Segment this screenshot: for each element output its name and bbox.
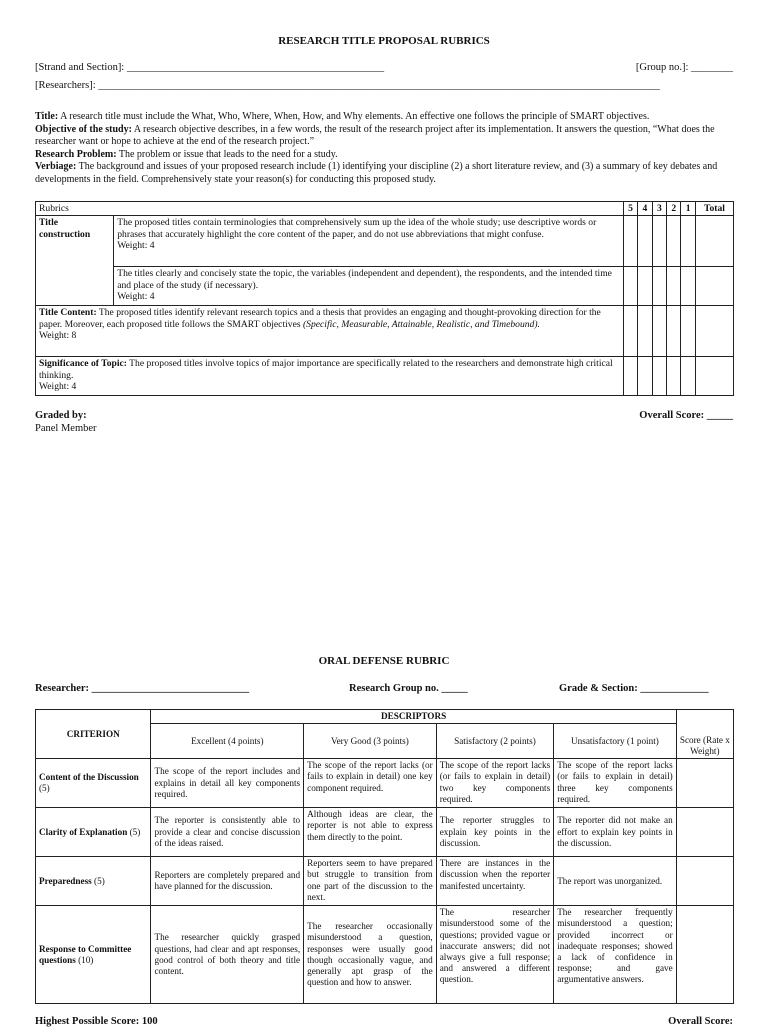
group-number-field: [Group no.]: ________ xyxy=(635,62,733,73)
research-group-field: Research Group no. _____ xyxy=(349,683,468,694)
descriptor-cell: The scope of the report lacks (or fails to explain in detail) three key components required. xyxy=(554,759,677,808)
score-header-2: 2 xyxy=(667,202,681,216)
panel-member-label: Panel Member xyxy=(35,423,97,434)
score-cell[interactable] xyxy=(676,808,733,857)
criterion-content: Content of the Discussion (5) xyxy=(36,759,151,808)
definition-title: Title: A research title must include the What, Who, Where, When, How, and Why elements. An effective one follows the principle of SMART objectives. xyxy=(35,111,650,122)
descriptor-cell: The researcher misunderstood some of the questions; provided vague or inaccurate answers; did not always give a full response; and answered a different question. xyxy=(436,906,554,1004)
level-excellent: Excellent (4 points) xyxy=(151,724,304,759)
score-header-5: 5 xyxy=(623,202,637,216)
descriptor-cell: The scope of the report lacks (or fails to explain in detail) two key components required. xyxy=(436,759,554,808)
definition-objective: Objective of the study: A research objective describes, in a few words, the result of the research project after its implementation. It answers the question, “What does the researcher want or hope to achieve at the end of the research project.” xyxy=(35,123,715,148)
grade-section-field: Grade & Section: _____________ xyxy=(559,683,709,694)
table-row xyxy=(36,759,734,808)
overall-score-field: Overall Score: _____ xyxy=(639,410,733,421)
definitions xyxy=(35,111,735,187)
table-row xyxy=(36,808,734,857)
title-content-criterion: Title Content: The proposed titles identify relevant research topics and a thesis that provides an engaging and thought-provoking direction for the paper. Moreover, each proposed title follows the SMART objectives (Specific, Measurable, Attainable, Realistic, and Timebound). Weight: 8 xyxy=(36,306,624,357)
descriptor-cell: The researcher quickly grasped questions, had clear and apt responses, good control of both theory and title content. xyxy=(151,906,304,1004)
graded-by-label: Graded by: xyxy=(35,410,87,421)
total-header: Total xyxy=(695,202,733,216)
descriptor-cell: The researcher occasionally misunderstood a question, responses were usually good though occasionally vague, and generally apt grasp of the question and how to answer. xyxy=(304,906,437,1004)
definition-verbiage: Verbiage: The background and issues of your proposed research include (1) identifying your discipline (2) a short literature review, and (3) a summary of key debates and developments in the field. Comprehensively state your reason(s) for conducting this proposed study. xyxy=(35,161,718,185)
score-header-3: 3 xyxy=(652,202,666,216)
descriptors-header: DESCRIPTORS xyxy=(151,710,676,724)
criterion-header: CRITERION xyxy=(36,710,151,759)
score-header-4: 4 xyxy=(638,202,652,216)
table-row xyxy=(36,906,734,1004)
criterion-preparedness: Preparedness (5) xyxy=(36,857,151,906)
strand-section-field: [Strand and Section]: _________________________________________________ xyxy=(35,62,385,73)
highest-score-label: Highest Possible Score: 100 xyxy=(35,1016,158,1027)
level-satisfactory: Satisfactory (2 points) xyxy=(436,724,554,759)
descriptor-cell: The scope of the report lacks (or fails to explain in detail) one key component required. xyxy=(304,759,437,808)
title-rubric-table xyxy=(35,201,734,396)
descriptor-cell: The reporter is consistently able to provide a clear and concise discussion of the ideas raised. xyxy=(151,808,304,857)
level-very-good: Very Good (3 points) xyxy=(304,724,437,759)
table-row xyxy=(36,857,734,906)
oral-defense-title: ORAL DEFENSE RUBRIC xyxy=(318,655,450,667)
score-cell[interactable] xyxy=(676,906,733,1004)
criterion-clarity: Clarity of Explanation (5) xyxy=(36,808,151,857)
descriptor-cell: The reporter struggles to explain key points in the discussion. xyxy=(436,808,554,857)
definition-problem: Research Problem: The problem or issue that leads to the need for a study. xyxy=(35,148,338,160)
rubrics-header: Rubrics xyxy=(36,202,624,216)
descriptor-cell: There are instances in the discussion when the reporter manifested uncertainty. xyxy=(436,857,554,906)
title-construction-criterion-2: The titles clearly and concisely state the topic, the variables (independent and dependent), the respondents, and the intended time and place of the study (if necessary). Weight: 4 xyxy=(114,267,624,306)
score-cell[interactable] xyxy=(676,759,733,808)
rubric-title: RESEARCH TITLE PROPOSAL RUBRICS xyxy=(278,35,490,47)
level-unsatisfactory: Unsatisfactory (1 point) xyxy=(554,724,677,759)
descriptor-cell: Reporters seem to have prepared but struggle to transition from one part of the discussion to the next. xyxy=(304,857,437,906)
descriptor-cell: The researcher frequently misunderstood a question; provided incorrect or inadequate responses; showed a lack of confidence in response; and gave argumentative answers. xyxy=(554,906,677,1004)
score-header-1: 1 xyxy=(681,202,695,216)
researchers-field: [Researchers]: ___________________________________________________________________________________________________________ xyxy=(35,80,661,91)
descriptor-cell: Reporters are completely prepared and have planned for the discussion. xyxy=(151,857,304,906)
score-cell[interactable] xyxy=(676,857,733,906)
title-construction-criterion-1: The proposed titles contain terminologies that comprehensively sum up the idea of the whole study; use descriptive words or phrases that accurately highlight the core content of the paper, and do not use abbreviations that might confuse. Weight: 4 xyxy=(114,216,624,267)
descriptor-cell: Although ideas are clear, the reporter is not able to express them directly to the point. xyxy=(304,808,437,857)
researcher-field: Researcher: ______________________________ xyxy=(35,683,250,694)
score-header: Score (Rate x Weight) xyxy=(676,710,733,759)
descriptor-cell: The scope of the report includes and explains in detail all key components required. xyxy=(151,759,304,808)
title-construction-label: Title construction xyxy=(36,216,114,306)
oral-defense-table xyxy=(35,709,734,1004)
significance-criterion: Significance of Topic: The proposed titles involve topics of major importance are specifically related to the researchers and demonstrate high critical thinking. Weight: 4 xyxy=(36,357,624,396)
criterion-response: Response to Committee questions (10) xyxy=(36,906,151,1004)
descriptor-cell: The report was unorganized. xyxy=(554,857,677,906)
descriptor-cell: The reporter did not make an effort to explain key points in the discussion. xyxy=(554,808,677,857)
overall-score-footer: Overall Score: xyxy=(668,1016,733,1027)
